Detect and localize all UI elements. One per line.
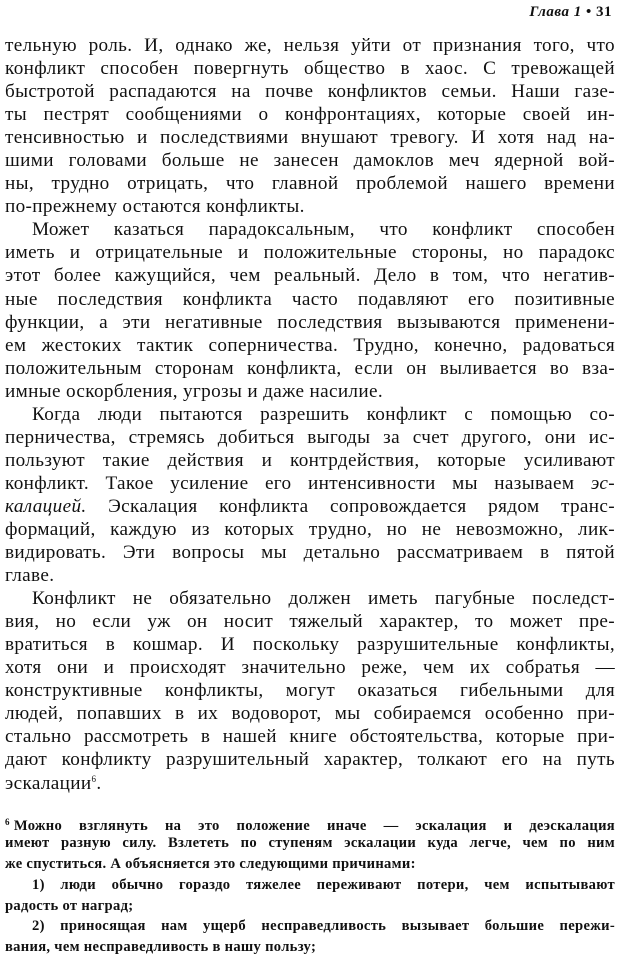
body-text (5, 34, 615, 795)
footnote-line: вания, чем несправедливость в нашу пользу; (5, 939, 317, 956)
text-line: шими головами больше не занесен дамоклов меч ядерной вой- (5, 150, 615, 172)
text-line: Конфликт не обязательно должен иметь пагубные последст- (32, 588, 615, 610)
text-line: перничества, стремясь добиться выгоды за счет другого, они ис- (5, 426, 615, 448)
text-line: ные последствия конфликта часто подавляют его позитивные (5, 288, 615, 310)
text-line: Может казаться парадоксальным, что конфликт способен (32, 219, 615, 241)
text-line: стально рассмотреть в нашей книге обстоятельства, которые при- (5, 726, 615, 748)
footnote-line: 1) люди обычно гораздо тяжелее переживают потери, чем испытывают (32, 876, 615, 893)
footnote-line: 2) приносящая нам ущерб несправедливость вызывает большие пережи- (32, 918, 615, 935)
text-line: имные оскорбления, угрозы и даже насилие. (5, 380, 383, 402)
footnote-line: имеют разную силу. Взлететь по ступеням эскалации куда легче, чем по ним (5, 834, 615, 851)
text-line: вратиться в кошмар. И поскольку разрушительные конфликты, (5, 634, 615, 656)
chapter-label: Глава 1 (529, 4, 582, 20)
footnote (5, 812, 615, 958)
text-line: иметь и отрицательные и положительные стороны, но парадокс (5, 242, 615, 264)
page-number: 31 (596, 4, 612, 20)
text-line: функции, а эти негативные последствия вызываются применени- (5, 311, 615, 333)
text-line: хотя они и происходят значительно реже, чем их собратья — (5, 657, 615, 679)
text-line: ты пестрят сообщениями о конфронтациях, которые своей ин- (5, 104, 615, 126)
text-line: пользуют такие действия и контрдействия, которые усиливают (5, 449, 615, 471)
text-line-content: эскалации (5, 772, 92, 794)
text-line: быстротой распадаются на почве конфликтов семьи. Наши газе- (5, 81, 615, 103)
end-punctuation: . (96, 772, 102, 794)
text-line: ем жестоких тактик соперничества. Трудно, конечно, радоваться (5, 334, 615, 356)
footnote-line: радость от наград; (5, 897, 134, 914)
text-line: конструктивные конфликты, могут оказаться гибельными для (5, 680, 615, 702)
text-line: положительным сторонам конфликта, если он выливается во вза- (5, 357, 615, 379)
text-line: вия, но если уж он носит тяжелый характер, то может пре- (5, 611, 615, 633)
text-line: ны, трудно отрицать, что главной проблемой нашего времени (5, 173, 615, 195)
text-line italic-term-line: конфликт. Такое усиление его интенсивности мы называем эс- (5, 472, 615, 494)
header-bullet: • (585, 4, 592, 20)
text-line: тенсивностью и последствиями внушают тревогу. И хотя над на- (5, 127, 615, 149)
text-line: конфликт способен повергнуть общество в хаос. С тревожащей (5, 58, 615, 80)
footnote-ref: 6 (91, 773, 97, 784)
text-line (5, 772, 615, 795)
text-line: тельную роль. И, однако же, нельзя уйти от признания того, что (5, 35, 615, 56)
text-line: по-прежнему остаются конфликты. (5, 196, 305, 218)
text-line italic-term-line: калацией. Эскалация конфликта сопровождается рядом транс- (5, 495, 615, 517)
footnote-line-content: Можно взглянуть на это положение иначе — эскалация и деэскалация (13, 818, 615, 833)
text-line: людей, попавших в их водоворот, мы собираемся особенно при- (5, 703, 615, 725)
italic-term: эс- (590, 472, 615, 494)
text-line: формаций, каждую из которых трудно, но не невозможно, лик- (5, 518, 615, 540)
text-line: видировать. Эти вопросы мы детально рассматриваем в пятой (5, 542, 615, 564)
text-line: Когда люди пытаются разрешить конфликт с помощью со- (32, 403, 615, 425)
italic-term: калацией. (5, 495, 87, 517)
text-line: этот более кажущийся, чем реальный. Дело в том, что негатив- (5, 265, 615, 287)
footnote-line: же спуститься. А объясняется это следующими причинами: (5, 855, 416, 872)
footnote-line (5, 812, 615, 833)
footnote-marker: 6 (5, 817, 10, 827)
text-line: дают конфликту разрушительный характер, толкают его на путь (5, 749, 615, 771)
text-line: главе. (5, 565, 55, 587)
running-head (529, 4, 612, 21)
